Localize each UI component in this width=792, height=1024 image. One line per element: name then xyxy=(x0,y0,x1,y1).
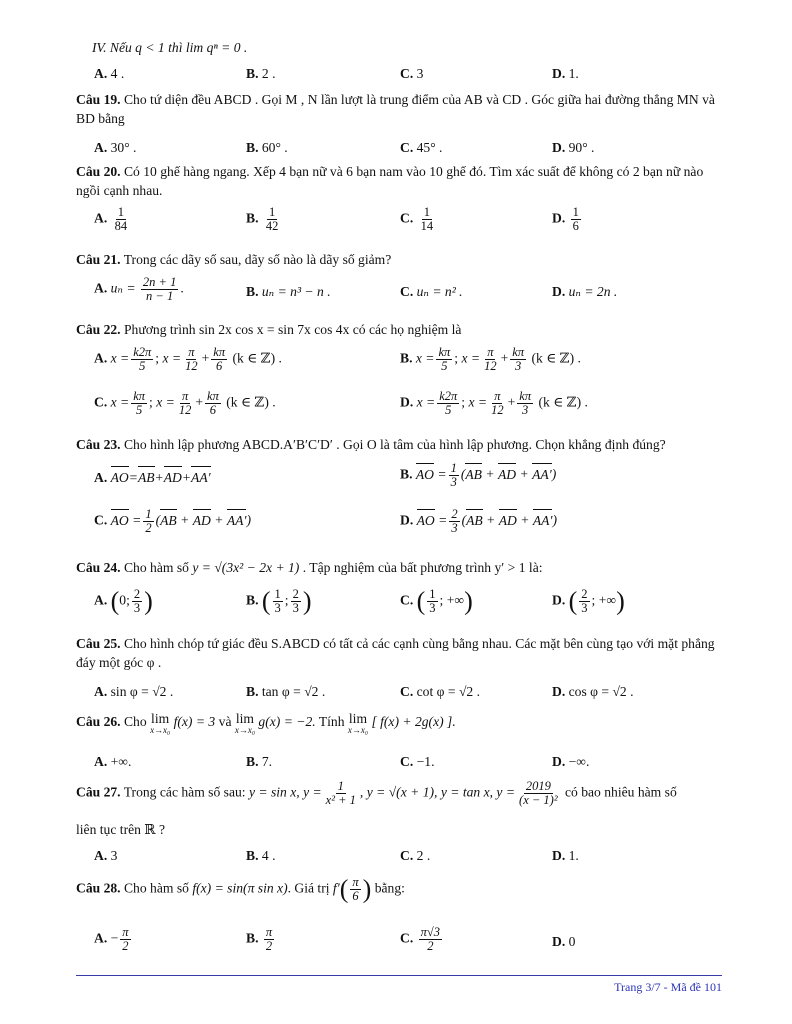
option-c[interactable]: C. uₙ = n² . xyxy=(400,284,463,299)
option-a[interactable]: A. (0; $\frac{2}{3}$ ) xyxy=(94,586,153,616)
option-c[interactable]: C. ( $\frac{1}{3}$ ; +∞) xyxy=(400,586,473,616)
option-a[interactable]: A. +∞. xyxy=(94,754,132,769)
option-b[interactable]: B. uₙ = n³ − n . xyxy=(246,284,331,299)
options-23 xyxy=(76,462,722,542)
option-a[interactable]: A. − $\frac{\pi}{2}$ xyxy=(94,925,129,953)
option-d[interactable]: D. $\frac{1}{6}$ xyxy=(552,205,579,233)
option-d[interactable]: D. x = $\frac{k2\pi}{5}$ ; x = $\frac{\pi}{12}$ + $\frac{k\pi}{3}$ (k ∈ ℤ) . xyxy=(400,389,588,417)
option-b[interactable]: B. $\frac{1}{42}$ xyxy=(246,205,279,233)
footer-divider xyxy=(76,975,722,976)
option-a[interactable]: A. 4 . xyxy=(94,66,125,81)
question-27: Câu 27. Trong các hàm số sau: y = sin x, y = $\frac{1}{\text{x² + 1}}$ , y = √(x + 1), y = tan x, y = $\frac{2019}{\text{(x − 1)²}}$ có bao nhiêu hàm số xyxy=(76,779,677,807)
question-24: Câu 24. Cho hàm số y = √(3x² − 2x + 1) . Tập nghiệm của bất phương trình y′ > 1 là: xyxy=(76,560,543,575)
question-26: Câu 26. Cho lim x→x₀ f(x) = 3 và lim x→x₀ g(x) = −2. Tính lim x→x₀ [ f(x) + 2g(x) ]. xyxy=(76,711,456,735)
option-d[interactable]: D. 0 xyxy=(552,934,576,949)
option-d[interactable]: D. 1. xyxy=(552,848,579,863)
option-c[interactable]: C. $\frac{\pi√3}{2}$ xyxy=(400,925,440,953)
option-c[interactable]: C. cot φ = √2 . xyxy=(400,684,480,699)
option-b[interactable]: B. tan φ = √2 . xyxy=(246,684,326,699)
option-a[interactable]: A. uₙ = $\frac{2n + 1}{n - 1}$ . xyxy=(94,275,184,303)
option-c[interactable]: C. $\frac{1}{14}$ xyxy=(400,205,434,233)
options-22 xyxy=(76,346,722,426)
option-d[interactable]: D. ( $\frac{2}{3}$ ; +∞) xyxy=(552,586,625,616)
question-27-line2: liên tục trên ℝ ? xyxy=(76,822,166,837)
option-c[interactable]: C. −1. xyxy=(400,754,435,769)
option-b[interactable]: B. 2 . xyxy=(246,66,276,81)
option-b[interactable]: B. 60° . xyxy=(246,140,288,155)
option-d[interactable]: D. cos φ = √2 . xyxy=(552,684,634,699)
option-b[interactable]: B. ( $\frac{1}{3}$ ; $\frac{2}{3}$ ) xyxy=(246,586,312,616)
option-d[interactable]: D. 90° . xyxy=(552,140,595,155)
question-19: Câu 19. Cho tứ diện đều ABCD . Gọi M , N lần lượt là trung điểm của AB và CD . Góc giữa hai đường thẳng MN và BD bằng xyxy=(76,92,715,126)
option-a[interactable]: A. x = $\frac{k2\pi}{5}$ ; x = $\frac{\pi}{12}$ + $\frac{k\pi}{6}$ (k ∈ ℤ) . xyxy=(94,345,282,373)
page-footer: Trang 3/7 - Mã đề 101 xyxy=(614,980,722,994)
option-a[interactable]: A. 3 xyxy=(94,848,118,863)
option-d[interactable]: D. AO = $\frac{2}{3}$ (AB + AD + AA′) xyxy=(400,507,557,535)
option-c[interactable]: C. x = $\frac{k\pi}{5}$ ; x = $\frac{\pi}{12}$ + $\frac{k\pi}{6}$ (k ∈ ℤ) . xyxy=(94,389,276,417)
option-c[interactable]: C. AO = $\frac{1}{2}$ (AB + AD + AA′) xyxy=(94,507,251,535)
option-b[interactable]: B. $\frac{\pi}{2}$ xyxy=(246,925,273,953)
option-d[interactable]: D. −∞. xyxy=(552,754,590,769)
option-b[interactable]: B. 4 . xyxy=(246,848,276,863)
option-a[interactable]: A. sin φ = √2 . xyxy=(94,684,174,699)
option-c[interactable]: C. 3 xyxy=(400,66,424,81)
option-a[interactable]: A. $\frac{1}{84}$ xyxy=(94,205,128,233)
question-28: Câu 28. Cho hàm số f(x) = sin(π sin x). Giá trị f′( $\frac{\pi}{6}$ ) bằng: xyxy=(76,874,405,904)
option-a[interactable]: A. 30° . xyxy=(94,140,137,155)
option-b[interactable]: B. 7. xyxy=(246,754,273,769)
question-23: Câu 23. Cho hình lập phương ABCD.A′B′C′D′ . Gọi O là tâm của hình lập phương. Chọn khẳng định đúng? xyxy=(76,437,666,452)
option-b[interactable]: B. x = $\frac{k\pi}{5}$ ; x = $\frac{\pi}{12}$ + $\frac{k\pi}{3}$ (k ∈ ℤ) . xyxy=(400,345,581,373)
option-b[interactable]: B. AO = $\frac{1}{3}$ (AB + AD + AA′) xyxy=(400,461,557,489)
option-d[interactable]: D. uₙ = 2n . xyxy=(552,284,618,299)
question-20: Câu 20. Có 10 ghế hàng ngang. Xếp 4 bạn nữ và 6 bạn nam vào 10 ghế đó. Tìm xác suất để không có 2 bạn nữ nào ngồi cạnh nhau. xyxy=(76,164,704,198)
option-d[interactable]: D. 1. xyxy=(552,66,579,81)
question-25: Câu 25. Cho hình chóp tứ giác đều S.ABCD có tất cả các cạnh cùng bằng nhau. Các mặt bên cùng tạo với mặt phẳng đáy một góc φ . xyxy=(76,636,715,670)
statement-iv: IV. Nếu q < 1 thì lim qⁿ = 0 . xyxy=(92,40,248,55)
question-21: Câu 21. Trong các dãy số sau, dãy số nào là dãy số giảm? xyxy=(76,252,392,267)
option-c[interactable]: C. 45° . xyxy=(400,140,443,155)
question-22: Câu 22. Phương trình sin 2x cos x = sin 7x cos 4x có các họ nghiệm là xyxy=(76,322,462,337)
option-c[interactable]: C. 2 . xyxy=(400,848,431,863)
option-a[interactable]: A. AO=AB+AD+AA′ xyxy=(94,470,211,485)
